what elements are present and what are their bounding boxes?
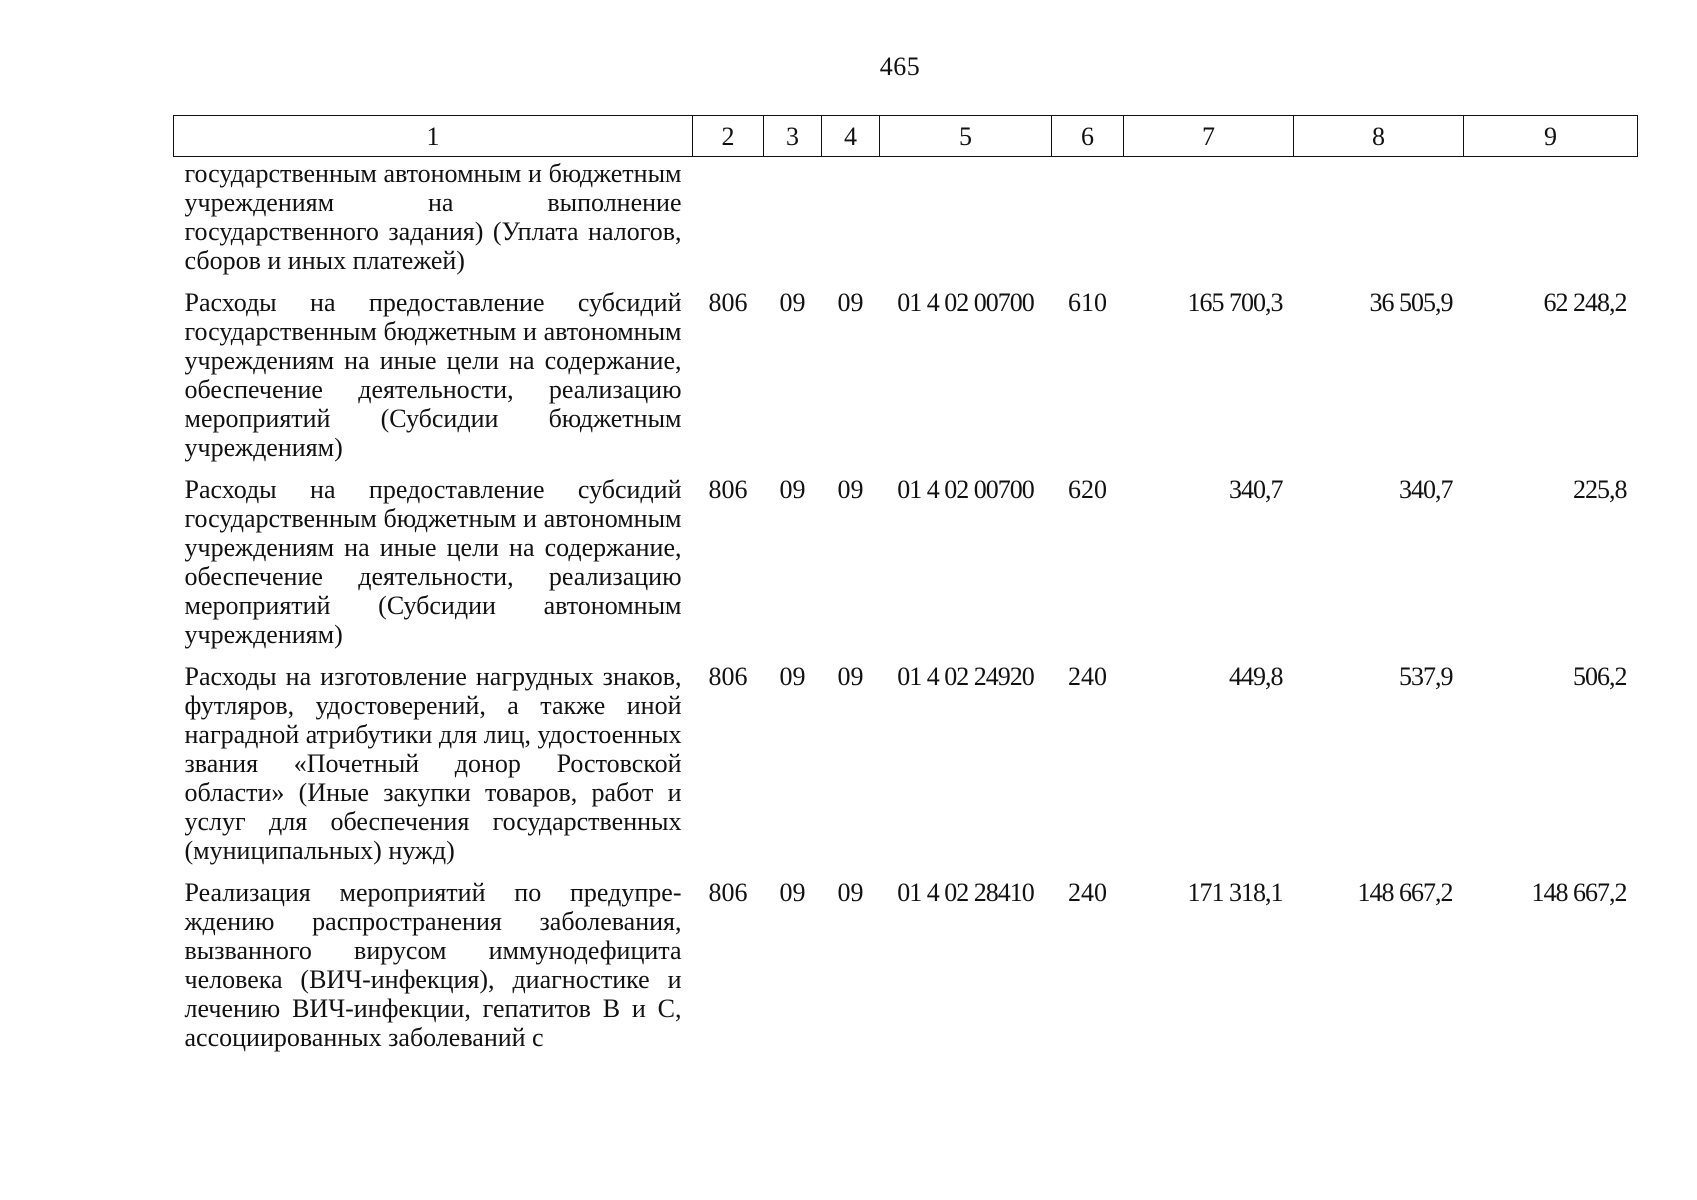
row-amount-2: 340,7 [1399,475,1453,504]
row-amount-1: 449,8 [1229,662,1283,691]
row-section-code [764,157,822,289]
header-col-2: 2 [693,116,764,157]
row-section-code: 09 [779,662,806,691]
row-ministry-code: 806 [708,662,748,691]
table-row [174,662,1638,878]
row-amount-3: 62 248,2 [1543,288,1627,317]
row-expense-type [1052,157,1124,289]
row-section-code: 09 [779,878,806,907]
row-ministry-code: 806 [708,878,748,907]
header-col-4: 4 [822,116,880,157]
row-target-article: 01 4 02 00700 [897,475,1034,504]
header-col-9: 9 [1464,116,1638,157]
row-subsection-code: 09 [837,288,864,317]
budget-table [173,115,1638,1052]
header-col-6: 6 [1052,116,1124,157]
row-target-article: 01 4 02 24920 [897,662,1034,691]
row-section-code: 09 [779,475,806,504]
row-amount-2: 148 667,2 [1357,878,1453,907]
row-section-code: 09 [779,288,806,317]
row-amount-3 [1464,157,1638,289]
row-amount-2 [1294,157,1464,289]
row-subsection-code: 09 [837,475,864,504]
row-amount-3: 506,2 [1573,662,1627,691]
row-expense-type: 240 [1068,662,1107,691]
page-number: 465 [879,52,921,81]
row-ministry-code: 806 [708,288,748,317]
row-amount-2: 537,9 [1399,662,1453,691]
row-target-article [880,157,1052,289]
header-col-7: 7 [1124,116,1294,157]
table-row [174,288,1638,475]
row-amount-1 [1124,157,1294,289]
header-col-5: 5 [880,116,1052,157]
row-target-article: 01 4 02 00700 [897,288,1034,317]
row-amount-1: 171 318,1 [1187,878,1283,907]
table-body [174,157,1638,1053]
row-description: Расходы на изготовление нагрудных знаков, футляров, удостоверений, а также иной наградной атрибутики для лиц, удостоенных звания «Почетный донор Ростовской области» (Иные закупки товаров, работ и услуг для обеспечения государственных (муниципальных) нужд) [184,662,682,865]
row-amount-1: 340,7 [1229,475,1283,504]
row-subsection-code: 09 [837,878,864,907]
row-expense-type: 610 [1068,288,1107,317]
row-ministry-code [693,157,764,289]
table-row [174,878,1638,1052]
table-row [174,475,1638,662]
row-subsection-code [822,157,880,289]
table-header [174,116,1638,157]
row-amount-2: 36 505,9 [1369,288,1453,317]
header-row [174,116,1638,157]
row-amount-3: 148 667,2 [1531,878,1627,907]
header-col-1: 1 [174,116,693,157]
row-expense-type: 240 [1068,878,1107,907]
row-target-article: 01 4 02 28410 [897,878,1034,907]
row-expense-type: 620 [1068,475,1107,504]
row-amount-1: 165 700,3 [1187,288,1283,317]
row-ministry-code: 806 [708,475,748,504]
row-amount-3: 225,8 [1573,475,1627,504]
row-description: Расходы на предоставление субсидий государственным бюджетным и автономным учреждениям на иные цели на содержание, обеспечение деятельности, реализацию мероприятий (Субсидии бюджетным учреждениям) [184,288,682,462]
row-description: Реализация мероприятий по предупреждению распространения заболевания, вызванного вирусом иммунодефицита человека (ВИЧ-инфекция), диагностике и лечению ВИЧ-инфекции, гепатитов В и С, ассоциированных заболеваний с [184,878,682,1052]
row-description: государственным автономным и бюджетным учреждениям на выполнение государственного задания) (Уплата налогов, сборов и иных платежей) [184,159,682,275]
header-col-8: 8 [1294,116,1464,157]
row-description: Расходы на предоставление субсидий государственным бюджетным и автономным учреждениям на иные цели на содержание, обеспечение деятельности, реализацию мероприятий (Субсидии автономным учреждениям) [184,475,682,649]
table-row [174,157,1638,289]
header-col-3: 3 [764,116,822,157]
row-subsection-code: 09 [837,662,864,691]
